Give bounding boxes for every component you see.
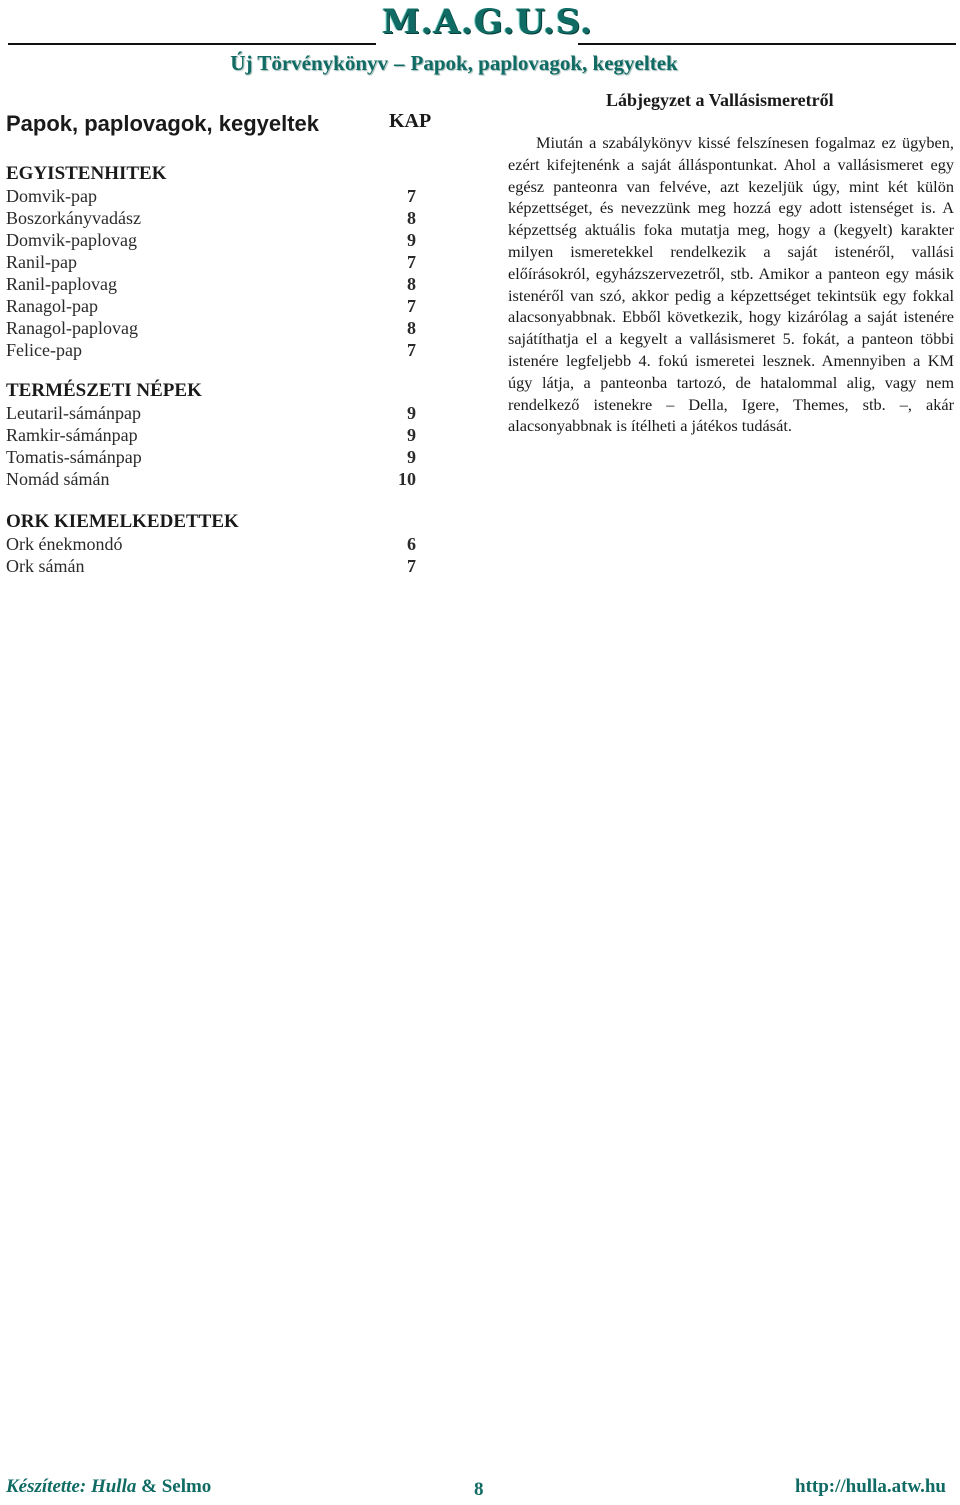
row-kap-value: 8 — [407, 274, 416, 294]
table-title: Papok, paplovagok, kegyeltek — [6, 111, 320, 136]
table-row — [6, 533, 416, 555]
row-name: Ranil-pap — [6, 252, 77, 272]
section-heading: EGYISTENHITEK — [6, 163, 167, 184]
table-row — [6, 317, 416, 339]
subtitle-dash: – — [394, 51, 405, 75]
table-row — [6, 468, 416, 490]
row-kap-value: 7 — [407, 252, 416, 272]
row-name: Felice-pap — [6, 340, 82, 360]
footer-author-1: Hulla — [90, 1476, 137, 1497]
row-name: Domvik-paplovag — [6, 230, 137, 250]
row-name: Ork énekmondó — [6, 534, 123, 554]
subtitle-book: Új Törvénykönyv — [230, 51, 388, 75]
row-kap-value: 7 — [407, 186, 416, 206]
table-row — [6, 229, 416, 251]
row-name: Ramkir-sámánpap — [6, 425, 138, 445]
subtitle-chapter: Papok, paplovagok, kegyeltek — [410, 51, 678, 75]
page-number: 8 — [474, 1479, 484, 1500]
section-heading: ORK KIEMELKEDETTEK — [6, 511, 239, 532]
table-row — [6, 339, 416, 361]
footer-url[interactable]: http://hulla.atw.hu — [795, 1476, 946, 1497]
row-kap-value: 7 — [407, 556, 416, 576]
row-name: Domvik-pap — [6, 186, 97, 206]
footer-author-2: Selmo — [161, 1476, 212, 1497]
row-name: Leutaril-sámánpap — [6, 403, 141, 423]
table-row — [6, 273, 416, 295]
footer-credits — [6, 1476, 211, 1498]
row-kap-value: 7 — [407, 296, 416, 316]
row-kap-value: 9 — [407, 425, 416, 445]
table-row — [6, 402, 416, 424]
table-row — [6, 295, 416, 317]
kap-column-header: KAP — [389, 110, 432, 132]
table-row — [6, 446, 416, 468]
header-rule-right — [578, 43, 956, 45]
magus-logo: M.A.G.U.S. — [382, 2, 593, 42]
row-kap-value: 6 — [407, 534, 416, 554]
table-row — [6, 185, 416, 207]
row-kap-value: 8 — [407, 318, 416, 338]
table-row — [6, 555, 416, 577]
row-name: Boszorkányvadász — [6, 208, 141, 228]
footnote-heading: Lábjegyzet a Vallásismeretről — [606, 90, 834, 110]
footer-ampersand: & — [141, 1476, 157, 1497]
footnote-body: Miután a szabálykönyv kissé felszínesen fogalmaz ez ügyben, ezért kifejtenénk a saját álláspontunkat. Ahol a vallásismeret egy egész panteonra van felvéve, azt kezeljük úgy, mint két külön képzettséget, és nevezzünk meg hozzá egy adott istenséget is. A képzettség aktuális foka mutatja meg, hogy a (kegyelt) karakter milyen ismeretekkel rendelkezik a saját istenéről, vallási előírásokról, egyházszervezetről, stb. Amikor a panteon egy másik istenéről van szó, akkor pedig a képzettséget tekintsük egy fokkal alacsonyabbnak. Ebből következik, hogy kizárólag a saját istenére sajátíthatja el a kegyelt a vallásismeret 5. fokát, a panteon többi istenére legfeljebb 4. fokú ismeretei lesznek. Amennyiben a KM úgy látja, a panteonba tartozó, de hatalommal alig, vagy nem rendelkező istenekre – Della, Igere, Themes, stb. –, akár alacsonyabbnak is ítélheti a játékos tudását. — [508, 133, 954, 436]
table-row — [6, 251, 416, 273]
footer-made-by: Készítette: — [6, 1476, 87, 1497]
page-subtitle — [0, 50, 908, 76]
footnote-text — [508, 132, 954, 437]
row-name: Ork sámán — [6, 556, 85, 576]
row-kap-value: 9 — [407, 230, 416, 250]
row-name: Nomád sámán — [6, 469, 110, 489]
table-row — [6, 424, 416, 446]
section-heading: TERMÉSZETI NÉPEK — [6, 380, 202, 401]
row-name: Ranagol-pap — [6, 296, 98, 316]
row-kap-value: 10 — [398, 469, 416, 489]
row-kap-value: 7 — [407, 340, 416, 360]
header-rule-left — [8, 43, 376, 45]
row-name: Ranagol-paplovag — [6, 318, 138, 338]
row-name: Tomatis-sámánpap — [6, 447, 142, 467]
row-kap-value: 8 — [407, 208, 416, 228]
row-name: Ranil-paplovag — [6, 274, 117, 294]
row-kap-value: 9 — [407, 447, 416, 467]
table-row — [6, 207, 416, 229]
row-kap-value: 9 — [407, 403, 416, 423]
